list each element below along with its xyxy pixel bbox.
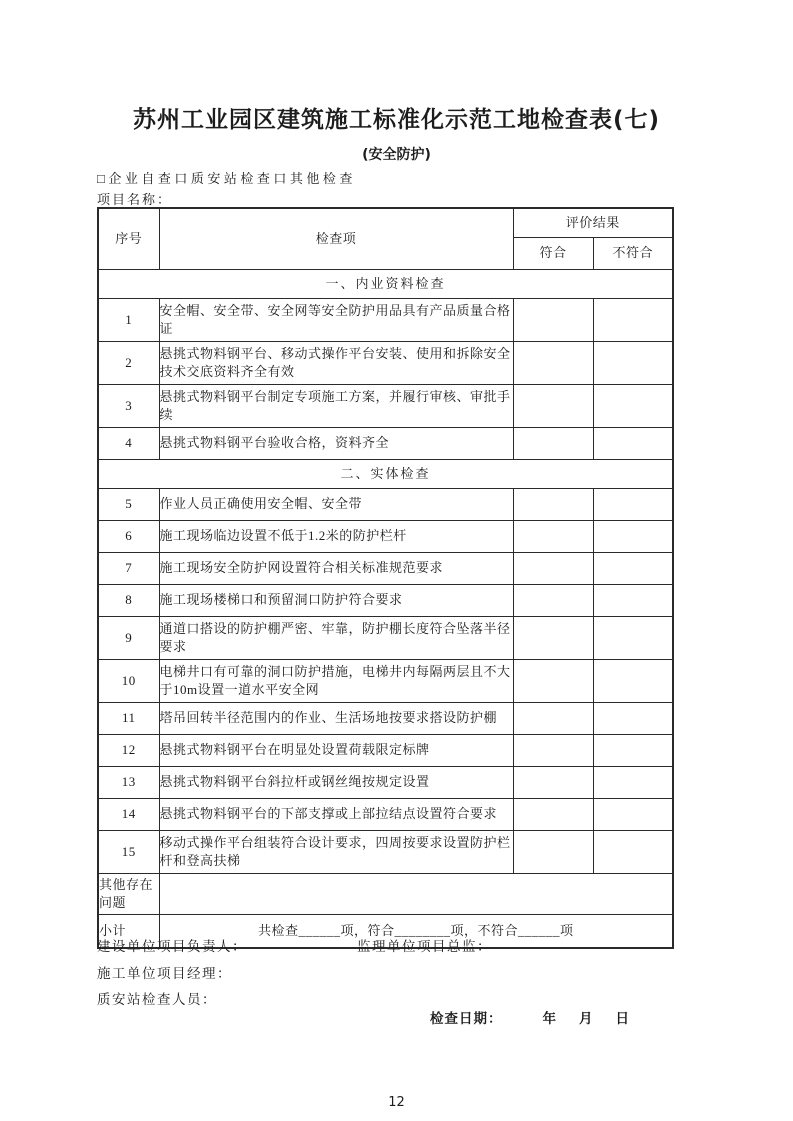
pass-cell [513,799,593,831]
inspection-date-label: 检查日期： [430,1011,503,1027]
pass-cell [513,428,593,460]
header-result: 评价结果 [513,208,673,238]
section-row [98,270,673,299]
table-row [98,299,673,342]
inspection-table [97,207,674,949]
check-type-line: □企业自查口质安站检查口其他检查 [97,171,356,186]
check-item-text: 电梯井口有可靠的洞口防护措施，电梯井内每隔两层且不大于10m设置一道水平安全网 [159,660,513,703]
row-number: 5 [98,489,159,521]
owner-signature-label: 建设单位项目负责人： [97,939,247,954]
date-year-label: 年 [542,1011,557,1027]
row-number: 9 [98,617,159,660]
row-number: 10 [98,660,159,703]
table-row [98,660,673,703]
fail-cell [593,799,673,831]
check-item-text: 安全帽、安全带、安全网等安全防护用品具有产品质量合格证 [159,299,513,342]
pass-cell [513,660,593,703]
table-row [98,617,673,660]
header-check-item: 检查项 [159,208,513,270]
header-fail: 不符合 [593,238,673,270]
pass-cell [513,385,593,428]
section-title: 二、实体检查 [98,460,673,489]
fail-cell [593,767,673,799]
row-number: 3 [98,385,159,428]
inspection-date-line [430,1007,630,1027]
row-number: 2 [98,342,159,385]
form-title: 苏州工业园区建筑施工标准化示范工地检查表(七) [132,107,661,133]
pass-cell [513,617,593,660]
table-row [98,585,673,617]
contractor-signature-label: 施工单位项目经理： [97,966,232,981]
other-issues-blank [159,874,673,915]
pass-cell [513,767,593,799]
check-item-text: 移动式操作平台组装符合设计要求，四周按要求设置防护栏杆和登高扶梯 [159,831,513,874]
fail-cell [593,489,673,521]
check-item-text: 悬挑式物料钢平台在明显处设置荷载限定标牌 [159,735,513,767]
table-row [98,342,673,385]
table-row [98,799,673,831]
fail-cell [593,428,673,460]
check-item-text: 通道口搭设的防护棚严密、牢靠，防护棚长度符合坠落半径要求 [159,617,513,660]
form-subtitle: (安全防护) [362,147,431,163]
pass-cell [513,703,593,735]
table-row [98,521,673,553]
row-number: 6 [98,521,159,553]
table-header-row [98,208,673,238]
header-index: 序号 [98,208,159,270]
row-number: 7 [98,553,159,585]
table-row [98,428,673,460]
fail-cell [593,660,673,703]
row-number: 15 [98,831,159,874]
pass-cell [513,521,593,553]
fail-cell [593,703,673,735]
check-item-text: 悬挑式物料钢平台制定专项施工方案，并履行审核、审批手续 [159,385,513,428]
qa-station-signature-label: 质安站检查人员： [97,992,217,1007]
table-row [98,703,673,735]
fail-cell [593,521,673,553]
row-number: 8 [98,585,159,617]
check-item-text: 塔吊回转半径范围内的作业、生活场地按要求搭设防护棚 [159,703,513,735]
subtotal-label: 小计 [98,915,159,949]
pass-cell [513,735,593,767]
other-issues-label: 其他存在问题 [98,874,159,915]
fail-cell [593,585,673,617]
check-item-text: 施工现场楼梯口和预留洞口防护符合要求 [159,585,513,617]
fail-cell [593,617,673,660]
check-item-text: 施工现场安全防护网设置符合相关标准规范要求 [159,553,513,585]
table-row [98,553,673,585]
header-pass: 符合 [513,238,593,270]
other-issues-row [98,874,673,915]
fail-cell [593,299,673,342]
row-number: 4 [98,428,159,460]
pass-cell [513,299,593,342]
date-day-label: 日 [615,1011,630,1027]
check-item-text: 悬挑式物料钢平台的下部支撑或上部拉结点设置符合要求 [159,799,513,831]
fail-cell [593,735,673,767]
row-number: 1 [98,299,159,342]
table-row [98,767,673,799]
check-item-text: 悬挑式物料钢平台验收合格，资料齐全 [159,428,513,460]
pass-cell [513,585,593,617]
section-title: 一、内业资料检查 [98,270,673,299]
check-item-text: 悬挑式物料钢平台斜拉杆或钢丝绳按规定设置 [159,767,513,799]
table-row [98,831,673,874]
table-row [98,735,673,767]
fail-cell [593,831,673,874]
row-number: 13 [98,767,159,799]
fail-cell [593,385,673,428]
check-item-text: 施工现场临边设置不低于1.2米的防护栏杆 [159,521,513,553]
check-item-text: 作业人员正确使用安全帽、安全带 [159,489,513,521]
pass-cell [513,831,593,874]
supervision-signature-label: 监理单位项目总监： [357,939,492,954]
row-number: 14 [98,799,159,831]
date-month-label: 月 [579,1011,594,1027]
fail-cell [593,342,673,385]
check-item-text: 悬挑式物料钢平台、移动式操作平台安装、使用和拆除安全技术交底资料齐全有效 [159,342,513,385]
subtotal-text: 共检查______项，符合________项，不符合______项 [159,915,673,949]
project-name-label: 项目名称： [97,192,173,207]
fail-cell [593,553,673,585]
row-number: 12 [98,735,159,767]
table-row [98,489,673,521]
pass-cell [513,489,593,521]
pass-cell [513,553,593,585]
page-number: 12 [388,1095,405,1110]
section-row [98,460,673,489]
table-row [98,385,673,428]
row-number: 11 [98,703,159,735]
pass-cell [513,342,593,385]
